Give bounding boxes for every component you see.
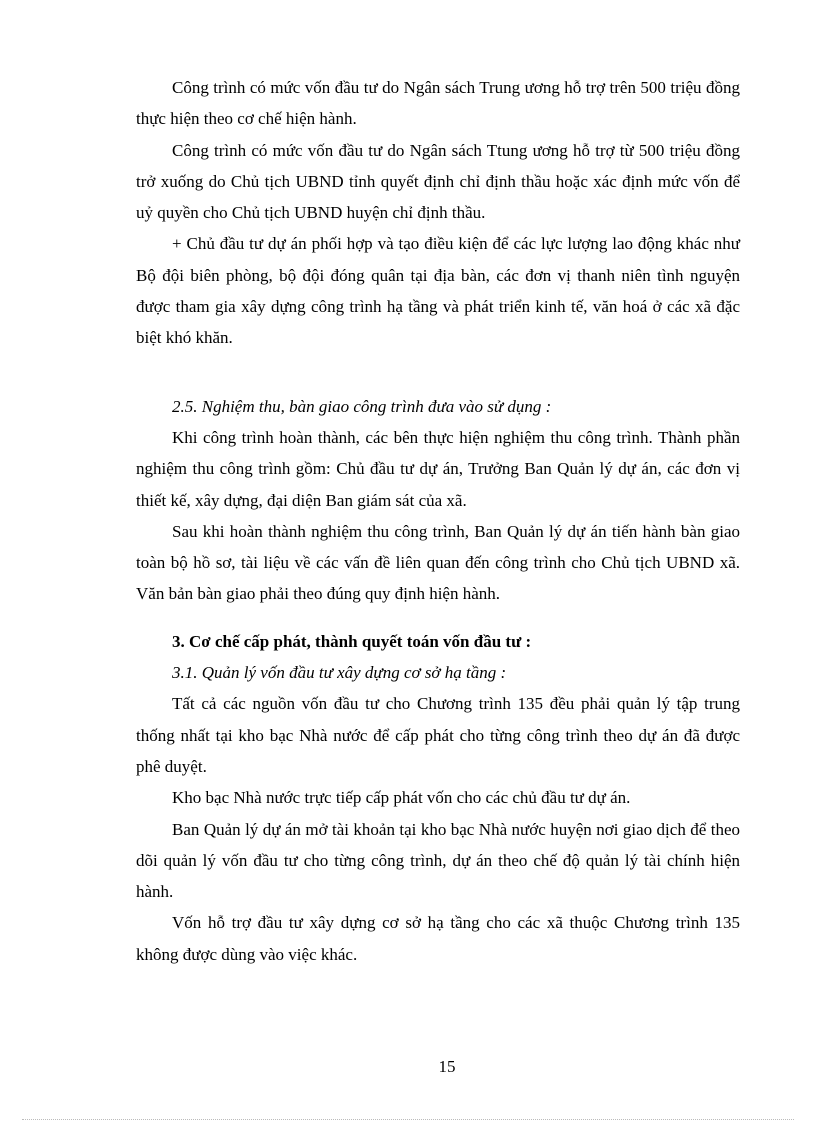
page-number: 15 <box>438 1057 456 1076</box>
paragraph-investor-coordination: + Chủ đầu tư dự án phối hợp và tạo điều kiện để các lực lượng lao động khác như Bộ đội biên phòng, bộ đội đóng quân tại địa bàn, các đơn vị thanh niên tình nguyện được tham gia xây dựng công trình hạ tầng và phát triển kinh tế, văn hoá ở các xã đặc biệt khó khăn. <box>136 234 740 348</box>
paragraph-budget-under-500: Công trình có mức vốn đầu tư do Ngân sách Ttung ương hỗ trợ từ 500 triệu đồng trở xuống do Chủ tịch UBND tỉnh quyết định chỉ định thầu hoặc xác định mức vốn để uỷ quyền cho Chủ tịch UBND huyện chỉ định thầu. <box>136 140 740 223</box>
paragraph-handover: Sau khi hoàn thành nghiệm thu công trình, Ban Quản lý dự án tiến hành bàn giao toàn bộ hồ sơ, tài liệu về các vấn đề liên quan đến công trình cho Chủ tịch UBND xã. Văn bản bàn giao phải theo đúng quy định hiện hành. <box>136 521 740 604</box>
paragraph-acceptance: Khi công trình hoàn thành, các bên thực hiện nghiệm thu công trình. Thành phần nghiệm thu công trình gồm: Chủ đầu tư dự án, Trưởng Ban Quản lý dự án, các đơn vị thiết kế, xây dựng, đại diện Ban giám sát của xã. <box>136 427 740 510</box>
section-spacer <box>136 610 740 626</box>
paragraph-budget-over-500: Công trình có mức vốn đầu tư do Ngân sách Trung ương hỗ trợ trên 500 triệu đồng thực hiện theo cơ chế hiện hành. <box>136 78 740 129</box>
paragraph-treasury-management: Tất cả các nguồn vốn đầu tư cho Chương trình 135 đều phải quản lý tập trung thống nhất tại kho bạc Nhà nước để cấp phát cho từng công trình theo dự án đã được phê duyệt. <box>136 694 740 776</box>
page-bottom-divider <box>22 1119 794 1120</box>
document-body <box>136 72 740 970</box>
section-heading-2-5: 2.5. Nghiệm thu, bàn giao công trình đưa vào sử dụng : <box>172 396 552 416</box>
paragraph-fund-usage: Vốn hỗ trợ đầu tư xây dựng cơ sở hạ tầng cho các xã thuộc Chương trình 135 không được dùng vào việc khác. <box>136 913 740 964</box>
paragraph-account-opening: Ban Quản lý dự án mở tài khoản tại kho bạc Nhà nước huyện nơi giao dịch để theo dõi quản lý vốn đầu tư cho từng công trình, dự án theo chế độ quản lý tài chính hiện hành. <box>136 819 740 902</box>
section-heading-3-1: 3.1. Quản lý vốn đầu tư xây dựng cơ sở hạ tầng : <box>172 663 507 683</box>
paragraph-treasury-disbursement: Kho bạc Nhà nước trực tiếp cấp phát vốn cho các chủ đầu tư dự án. <box>172 788 631 808</box>
section-heading-3: 3. Cơ chế cấp phát, thành quyết toán vốn đầu tư : <box>172 631 532 651</box>
section-spacer <box>136 354 740 391</box>
